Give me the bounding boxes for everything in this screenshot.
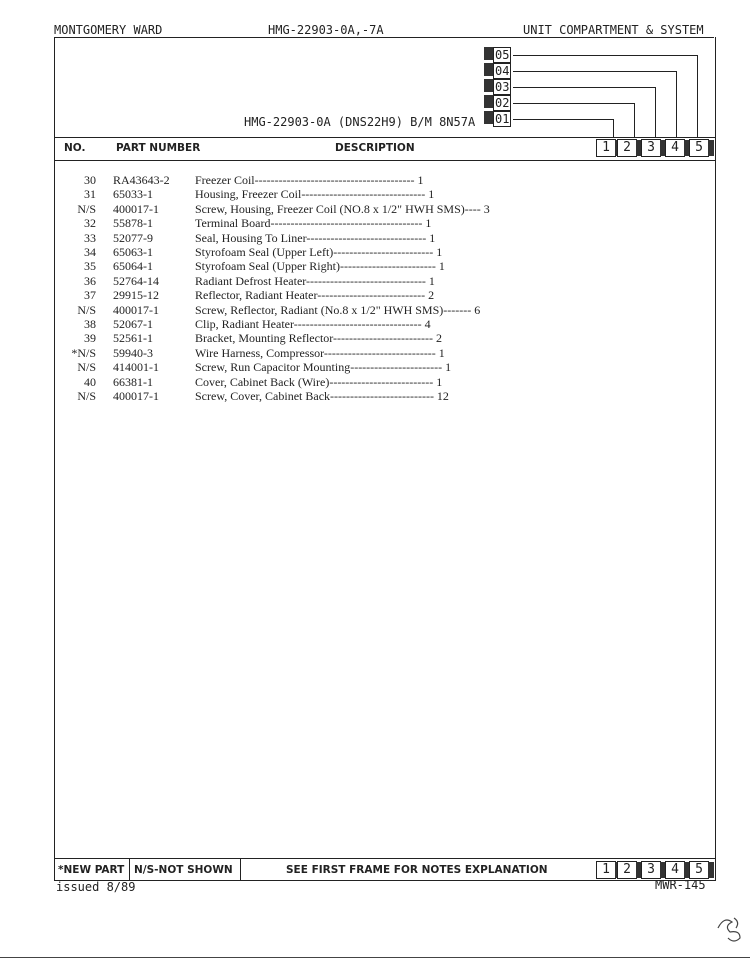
column-number-box: 3 — [641, 861, 661, 879]
item-number: N/S — [77, 389, 96, 404]
column-number-box: 2 — [617, 139, 637, 157]
ref-code-box: 01 — [495, 112, 510, 126]
column-number-box: 2 — [617, 861, 637, 879]
table-row — [58, 389, 609, 403]
part-number: 52764-14 — [113, 273, 159, 288]
table-row — [58, 346, 609, 360]
column-marker — [708, 140, 714, 156]
issued-date: issued 8/89 — [56, 880, 136, 894]
table-row — [58, 259, 609, 273]
part-description: Clip, Radiant Heater-------------------------------- 4 — [195, 317, 431, 332]
item-number: 32 — [84, 216, 96, 231]
part-number: 52067-1 — [113, 317, 153, 332]
item-number: 33 — [84, 230, 96, 245]
part-description: Screw, Reflector, Radiant (No.8 x 1/2" HWH SMS)------- 6 — [195, 302, 481, 317]
part-description: Freezer Coil---------------------------------------- 1 — [195, 173, 424, 187]
part-description: Wire Harness, Compressor---------------------------- 1 — [195, 345, 445, 360]
ref-code-box: 02 — [495, 96, 510, 110]
part-number: 52077-9 — [113, 230, 153, 245]
part-description: Radiant Defrost Heater------------------------------ 1 — [195, 273, 435, 288]
part-description: Reflector, Radiant Heater--------------------------- 2 — [195, 288, 435, 303]
ref-marker — [484, 63, 493, 76]
model-line: HMG-22903-0A (DNS22H9) B/M 8N57A — [244, 115, 476, 129]
ref-marker — [484, 95, 493, 108]
item-number: N/S — [77, 360, 96, 375]
table-row — [58, 245, 609, 259]
item-number: 37 — [84, 288, 96, 303]
column-number-box: 4 — [665, 861, 685, 879]
item-number: 30 — [84, 173, 96, 187]
ref-connector — [513, 71, 676, 72]
item-number: *N/S — [71, 345, 96, 360]
ref-connector — [513, 119, 613, 120]
item-number: N/S — [77, 201, 96, 216]
item-number: 39 — [84, 331, 96, 346]
ref-marker — [484, 47, 493, 60]
part-number: RA43643-2 — [113, 173, 170, 187]
part-description: Cover, Cabinet Back (Wire)-------------------------- 1 — [195, 374, 443, 389]
part-number: 414001-1 — [113, 360, 159, 375]
parts-table — [58, 173, 609, 404]
item-number: 38 — [84, 317, 96, 332]
table-row — [58, 231, 609, 245]
part-description: Seal, Housing To Liner------------------------------ 1 — [195, 230, 436, 245]
ref-connector — [697, 55, 698, 138]
table-row — [58, 187, 609, 201]
table-row — [58, 288, 609, 302]
ref-code-box: 03 — [495, 80, 510, 94]
table-row — [58, 317, 609, 331]
ref-marker — [484, 111, 493, 124]
table-row — [58, 202, 609, 216]
ref-connector — [513, 103, 634, 104]
part-description: Screw, Run Capacitor Mounting----------------------- 1 — [195, 360, 452, 375]
item-number: 35 — [84, 259, 96, 274]
page-code: MWR-145 — [655, 878, 706, 892]
item-number: 36 — [84, 273, 96, 288]
ref-code-box: 05 — [495, 48, 510, 62]
col-description-label: DESCRIPTION — [335, 142, 415, 154]
part-description: Styrofoam Seal (Upper Left)------------------------- 1 — [195, 245, 443, 260]
brand-name: MONTGOMERY WARD — [54, 23, 163, 37]
part-description: Housing, Freezer Coil------------------------------- 1 — [195, 187, 435, 202]
column-number-box: 5 — [689, 139, 709, 157]
handwritten-mark — [712, 910, 750, 946]
table-row — [58, 331, 609, 345]
part-number: 400017-1 — [113, 389, 159, 404]
ref-connector — [613, 119, 614, 138]
column-number-box: 4 — [665, 139, 685, 157]
ref-code-box: 04 — [495, 64, 510, 78]
column-number-box: 3 — [641, 139, 661, 157]
col-no-label: NO. — [64, 142, 86, 154]
part-number: 29915-12 — [113, 288, 159, 303]
ref-marker — [484, 79, 493, 92]
footer-divider — [129, 859, 130, 881]
bottom-rule — [0, 957, 750, 958]
column-number-box: 5 — [689, 861, 709, 879]
footer-divider — [240, 859, 241, 881]
table-row — [58, 274, 609, 288]
part-description: Screw, Housing, Freezer Coil (NO.8 x 1/2" HWH SMS)---- 3 — [195, 201, 490, 216]
part-description: Bracket, Mounting Reflector------------------------- 2 — [195, 331, 442, 346]
table-row — [58, 216, 609, 230]
part-number: 65063-1 — [113, 245, 153, 260]
item-number: N/S — [77, 302, 96, 317]
model-codes: HMG-22903-0A,-7A — [268, 23, 384, 37]
table-row — [58, 375, 609, 389]
ref-connector — [676, 71, 677, 138]
ref-connector — [634, 103, 635, 138]
part-number: 400017-1 — [113, 302, 159, 317]
column-number-box: 1 — [596, 139, 616, 157]
notes-explanation: SEE FIRST FRAME FOR NOTES EXPLANATION — [286, 864, 548, 876]
item-number: 40 — [84, 374, 96, 389]
item-number: 34 — [84, 245, 96, 260]
part-description: Screw, Cover, Cabinet Back-------------------------- 12 — [195, 389, 449, 404]
new-part-legend: *NEW PART — [58, 864, 125, 876]
table-row — [58, 303, 609, 317]
column-number-box: 1 — [596, 861, 616, 879]
part-number: 65033-1 — [113, 187, 153, 202]
ref-connector — [655, 87, 656, 138]
part-number: 400017-1 — [113, 201, 159, 216]
part-number: 59940-3 — [113, 345, 153, 360]
table-row — [58, 173, 609, 187]
part-number: 52561-1 — [113, 331, 153, 346]
page-frame — [54, 37, 716, 881]
part-number: 66381-1 — [113, 374, 153, 389]
not-shown-legend: N/S-NOT SHOWN — [134, 864, 233, 876]
table-row — [58, 360, 609, 374]
section-title: UNIT COMPARTMENT & SYSTEM — [523, 23, 704, 37]
column-marker — [708, 862, 714, 878]
part-description: Styrofoam Seal (Upper Right)------------------------ 1 — [195, 259, 445, 274]
ref-connector — [513, 55, 697, 56]
part-number: 55878-1 — [113, 216, 153, 231]
col-part-number-label: PART NUMBER — [116, 142, 201, 154]
part-description: Terminal Board-------------------------------------- 1 — [195, 216, 432, 231]
ref-connector — [513, 87, 655, 88]
part-number: 65064-1 — [113, 259, 153, 274]
item-number: 31 — [84, 187, 96, 202]
